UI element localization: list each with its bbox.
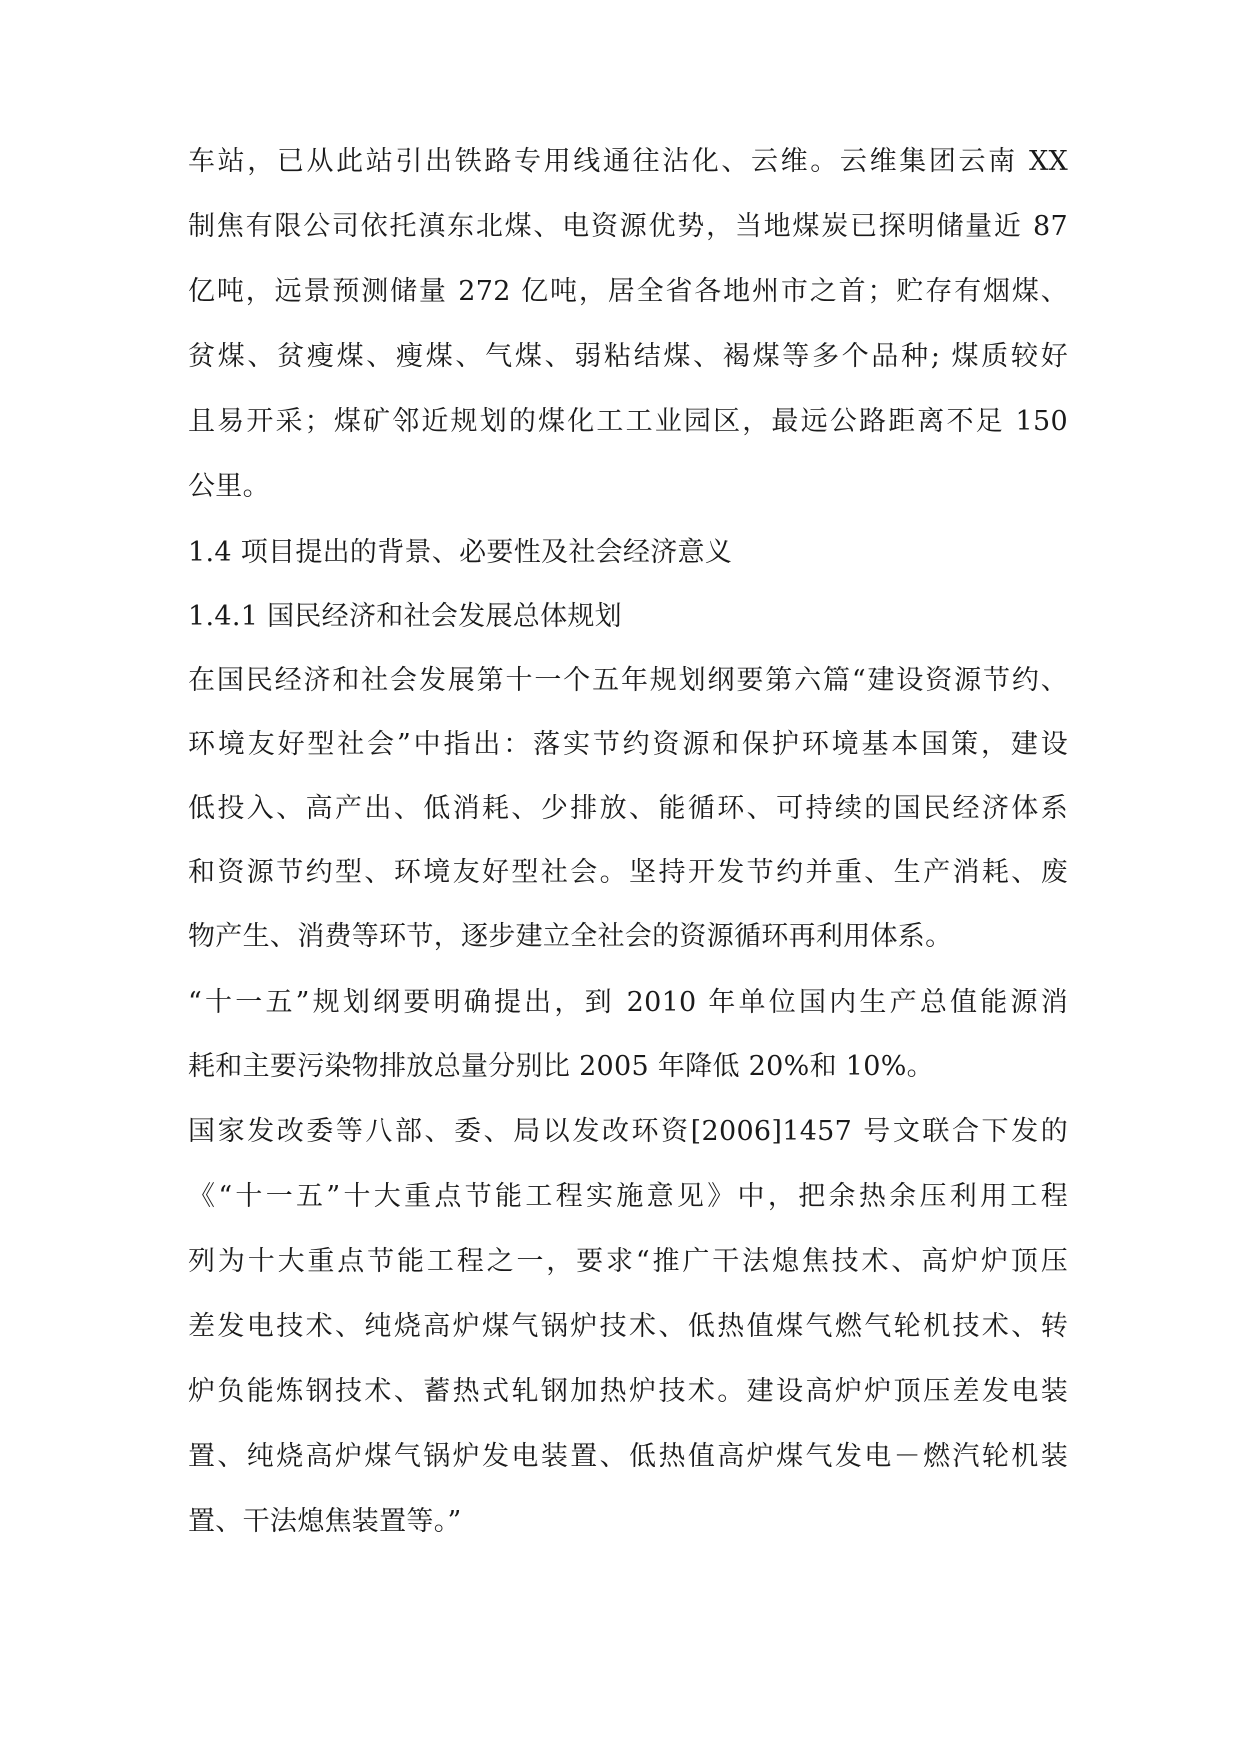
text-line: “十一五”规划纲要明确提出，到 2010 年单位国内生产总值能源消 <box>188 987 1068 1018</box>
text-line: 国家发改委等八部、委、局以发改环资[2006]1457 号文联合下发的 <box>188 1116 1068 1147</box>
text-line: 公里。 <box>188 471 270 502</box>
text-line: 炉负能炼钢技术、蓄热式轧钢加热炉技术。建设高炉炉顶压差发电装 <box>188 1376 1068 1407</box>
text-line: 差发电技术、纯烧高炉煤气锅炉技术、低热值煤气燃气轮机技术、转 <box>188 1311 1068 1342</box>
text-line: 置、干法熄焦装置等。” <box>188 1506 462 1537</box>
text-line: 低投入、高产出、低消耗、少排放、能循环、可持续的国民经济体系 <box>188 793 1068 824</box>
text-line: 和资源节约型、环境友好型社会。坚持开发节约并重、生产消耗、废 <box>188 857 1068 888</box>
text-line: 《“十一五”十大重点节能工程实施意见》中，把余热余压利用工程 <box>188 1181 1068 1212</box>
text-line: 亿吨，远景预测储量 272 亿吨，居全省各地州市之首；贮存有烟煤、 <box>188 276 1068 307</box>
text-line: 环境友好型社会”中指出：落实节约资源和保护环境基本国策，建设 <box>188 729 1068 760</box>
text-line: 耗和主要污染物排放总量分别比 2005 年降低 20%和 10%。 <box>188 1051 934 1082</box>
text-line: 贫煤、贫瘦煤、瘦煤、气煤、弱粘结煤、褐煤等多个品种; 煤质较好 <box>188 341 1068 372</box>
text-line: 1.4.1 国民经济和社会发展总体规划 <box>188 601 622 632</box>
text-line: 且易开采；煤矿邻近规划的煤化工工业园区，最远公路距离不足 150 <box>188 406 1068 437</box>
text-line: 在国民经济和社会发展第十一个五年规划纲要第六篇“建设资源节约、 <box>188 665 1068 696</box>
text-line: 列为十大重点节能工程之一，要求“推广干法熄焦技术、高炉炉顶压 <box>188 1246 1068 1277</box>
text-line: 1.4 项目提出的背景、必要性及社会经济意义 <box>188 537 733 568</box>
text-line: 物产生、消费等环节，逐步建立全社会的资源循环再利用体系。 <box>188 921 953 952</box>
text-line: 车站，已从此站引出铁路专用线通往沾化、云维。云维集团云南 XX <box>188 146 1068 177</box>
text-line: 制焦有限公司依托滇东北煤、电资源优势，当地煤炭已探明储量近 87 <box>188 211 1068 242</box>
text-line: 置、纯烧高炉煤气锅炉发电装置、低热值高炉煤气发电－燃汽轮机装 <box>188 1441 1068 1472</box>
